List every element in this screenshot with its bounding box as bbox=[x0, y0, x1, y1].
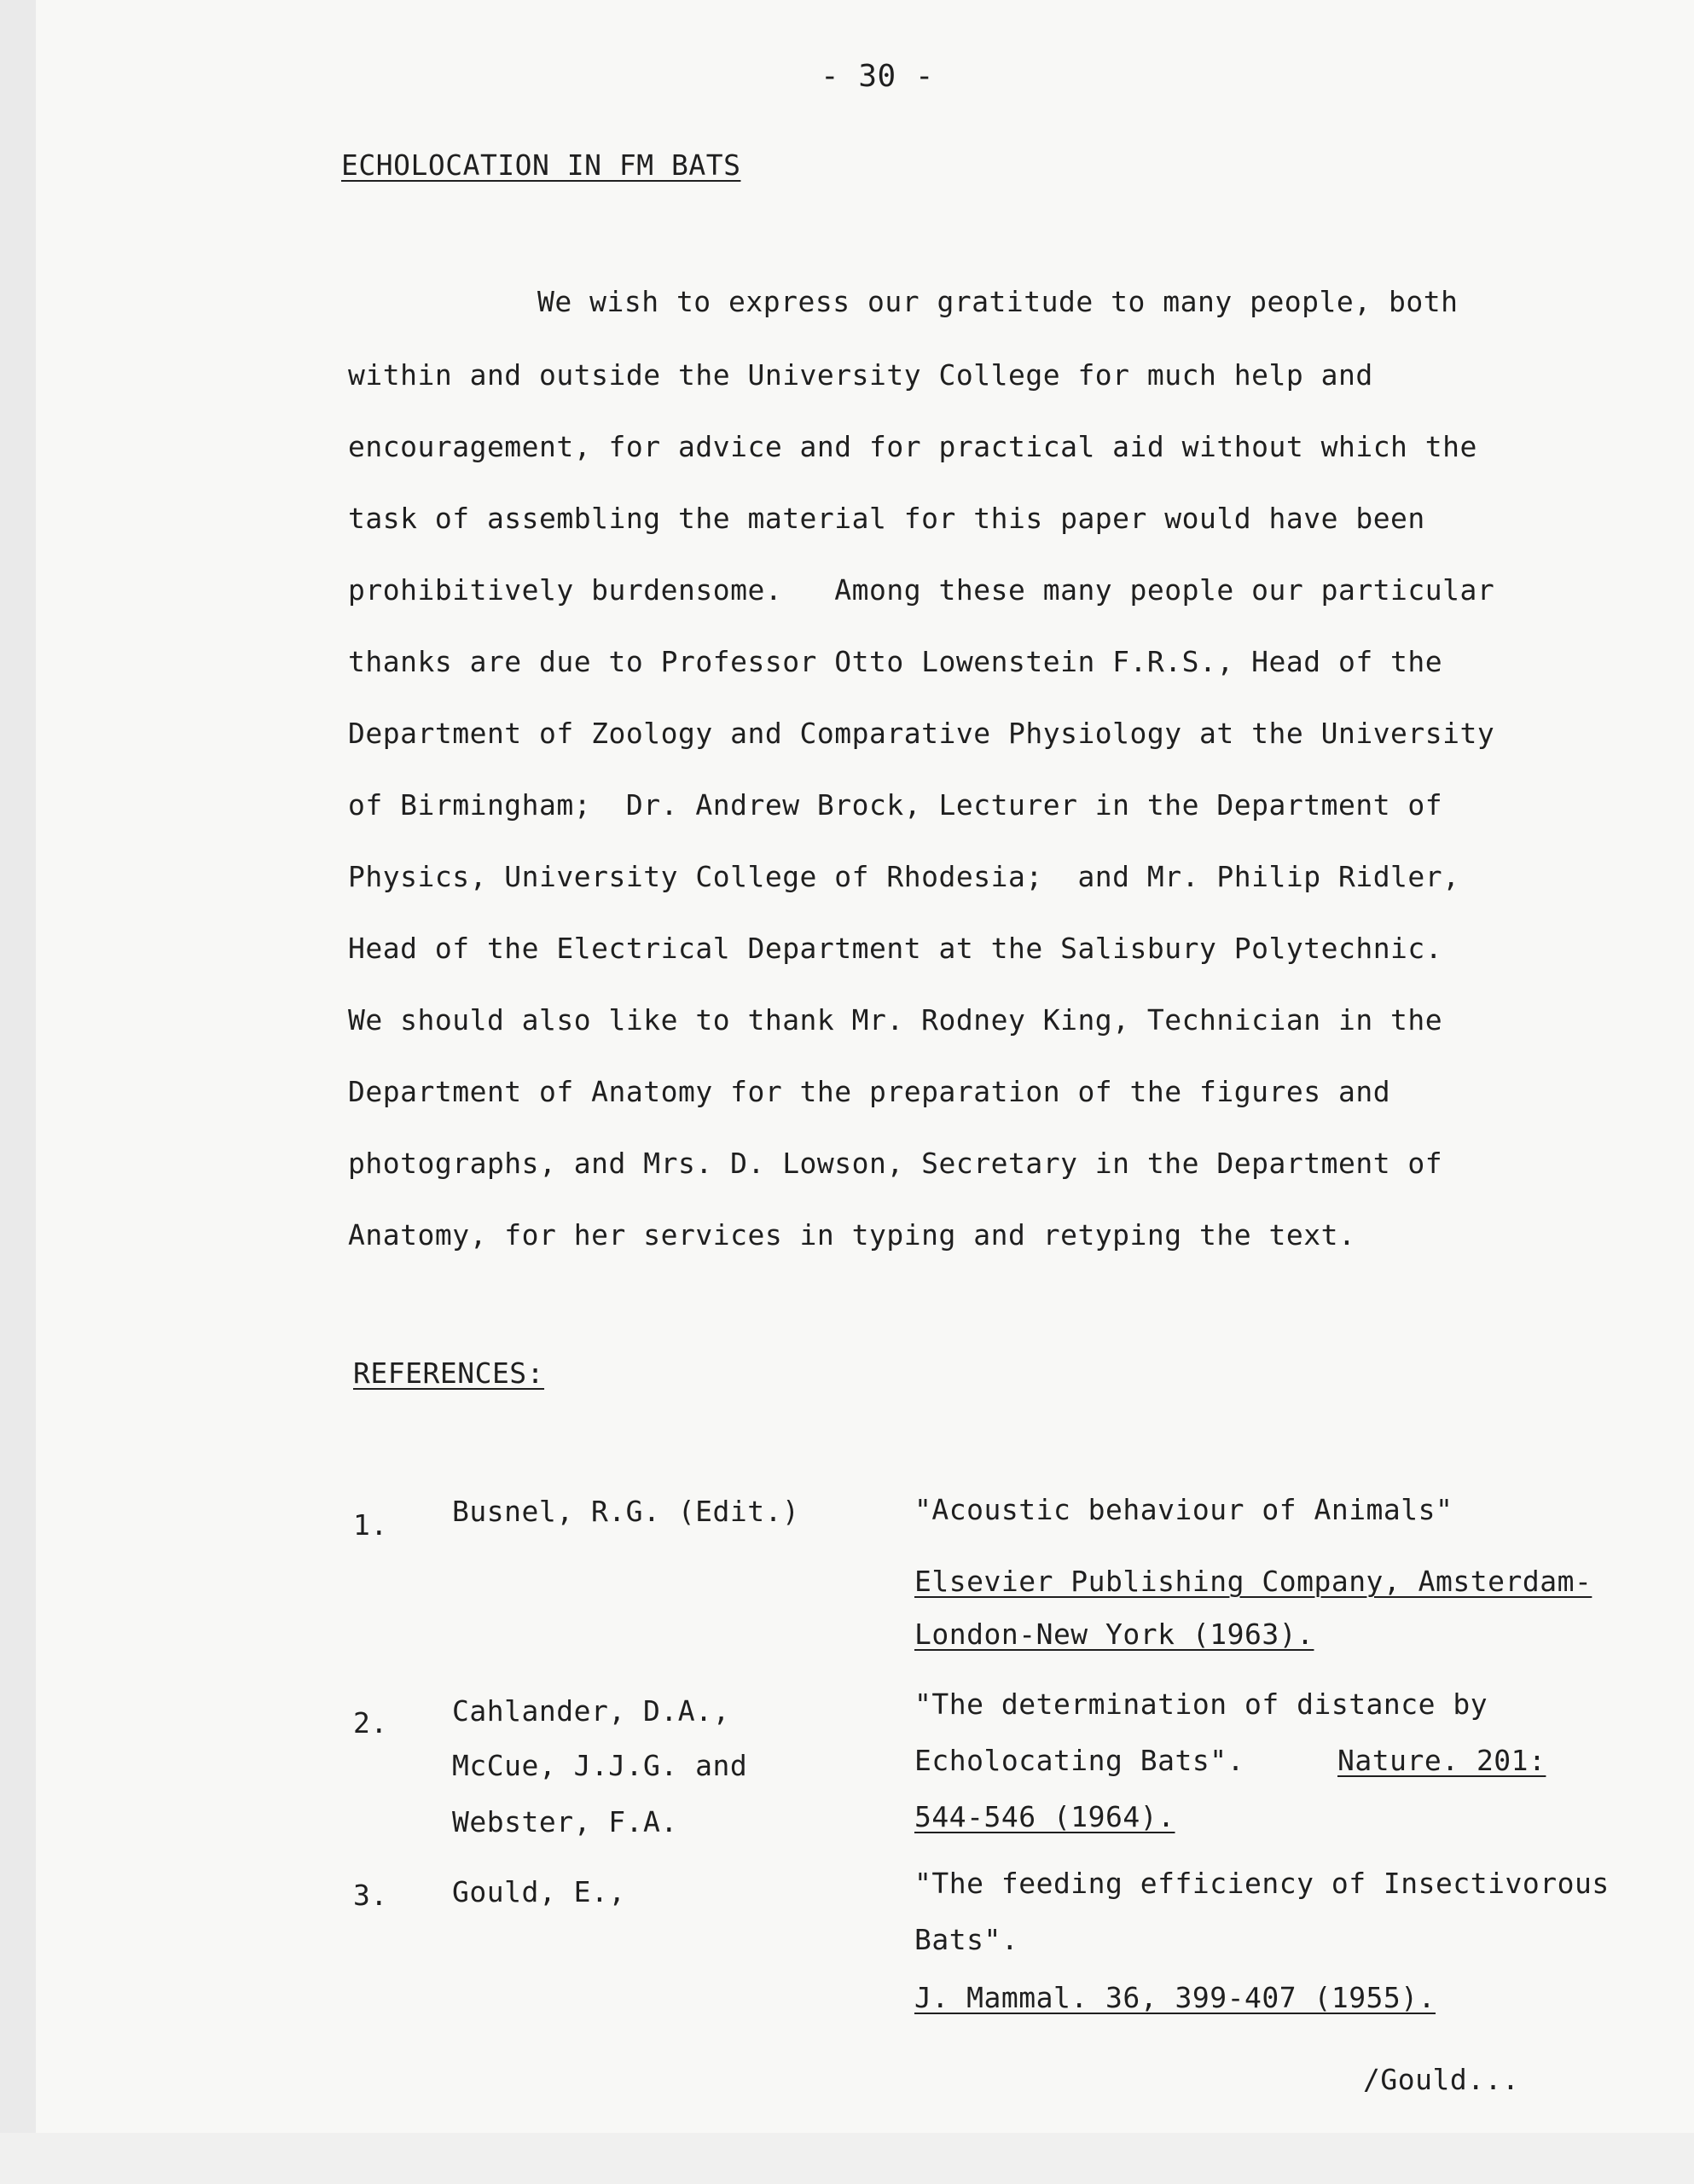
acknowledgement-line: encouragement, for advice and for practical aid without which the bbox=[348, 430, 1477, 463]
acknowledgement-line: photographs, and Mrs. D. Lowson, Secretary in the Department of bbox=[348, 1147, 1443, 1180]
acknowledgement-line: Head of the Electrical Department at the Salisbury Polytechnic. bbox=[348, 932, 1443, 965]
continuation-catchword: /Gould... bbox=[1363, 2063, 1520, 2096]
reference-number: 3. bbox=[353, 1879, 388, 1912]
reference-title: Bats". bbox=[914, 1923, 1019, 1956]
scan-bottom-edge bbox=[0, 2133, 1694, 2184]
page-number: - 30 - bbox=[821, 59, 935, 94]
acknowledgement-line: task of assembling the material for this paper would have been bbox=[348, 502, 1425, 535]
reference-title: "Acoustic behaviour of Animals" bbox=[914, 1493, 1453, 1526]
reference-source: J. Mammal. 36, 399-407 (1955). bbox=[914, 1981, 1436, 2014]
reference-author: Busnel, R.G. (Edit.) bbox=[452, 1495, 800, 1528]
reference-author: Gould, E., bbox=[452, 1875, 626, 1908]
acknowledgement-line: Physics, University College of Rhodesia; and Mr. Philip Ridler, bbox=[348, 860, 1460, 893]
acknowledgement-line: Department of Anatomy for the preparation of the figures and bbox=[348, 1075, 1391, 1108]
acknowledgement-line: prohibitively burdensome. Among these many people our particular bbox=[348, 573, 1495, 607]
reference-author: McCue, J.J.G. and bbox=[452, 1749, 748, 1782]
reference-title: "The feeding efficiency of Insectivorous bbox=[914, 1867, 1610, 1900]
reference-author: Webster, F.A. bbox=[452, 1805, 678, 1838]
acknowledgement-line: We should also like to thank Mr. Rodney King, Technician in the bbox=[348, 1003, 1443, 1037]
acknowledgement-line: Anatomy, for her services in typing and retyping the text. bbox=[348, 1218, 1356, 1252]
section-heading: ECHOLOCATION IN FM BATS bbox=[341, 148, 741, 182]
reference-number: 2. bbox=[353, 1706, 388, 1740]
scan-edge bbox=[0, 0, 36, 2184]
acknowledgement-line: We wish to express our gratitude to many people, both bbox=[537, 285, 1459, 318]
reference-journal: Nature. 201: bbox=[1337, 1744, 1546, 1777]
acknowledgement-line: of Birmingham; Dr. Andrew Brock, Lecturer in the Department of bbox=[348, 788, 1443, 822]
references-heading: REFERENCES: bbox=[353, 1356, 545, 1390]
reference-title: Echolocating Bats". bbox=[914, 1744, 1244, 1777]
reference-number: 1. bbox=[353, 1508, 388, 1542]
reference-source: Elsevier Publishing Company, Amsterdam- bbox=[914, 1565, 1592, 1598]
acknowledgement-line: thanks are due to Professor Otto Lowenstein F.R.S., Head of the bbox=[348, 645, 1443, 678]
reference-title: "The determination of distance by bbox=[914, 1687, 1488, 1721]
acknowledgement-line: Department of Zoology and Comparative Physiology at the University bbox=[348, 717, 1495, 750]
reference-source: London-New York (1963). bbox=[914, 1618, 1314, 1651]
reference-pages: 544-546 (1964). bbox=[914, 1800, 1175, 1833]
reference-author: Cahlander, D.A., bbox=[452, 1694, 730, 1728]
acknowledgement-line: within and outside the University College for much help and bbox=[348, 358, 1373, 392]
